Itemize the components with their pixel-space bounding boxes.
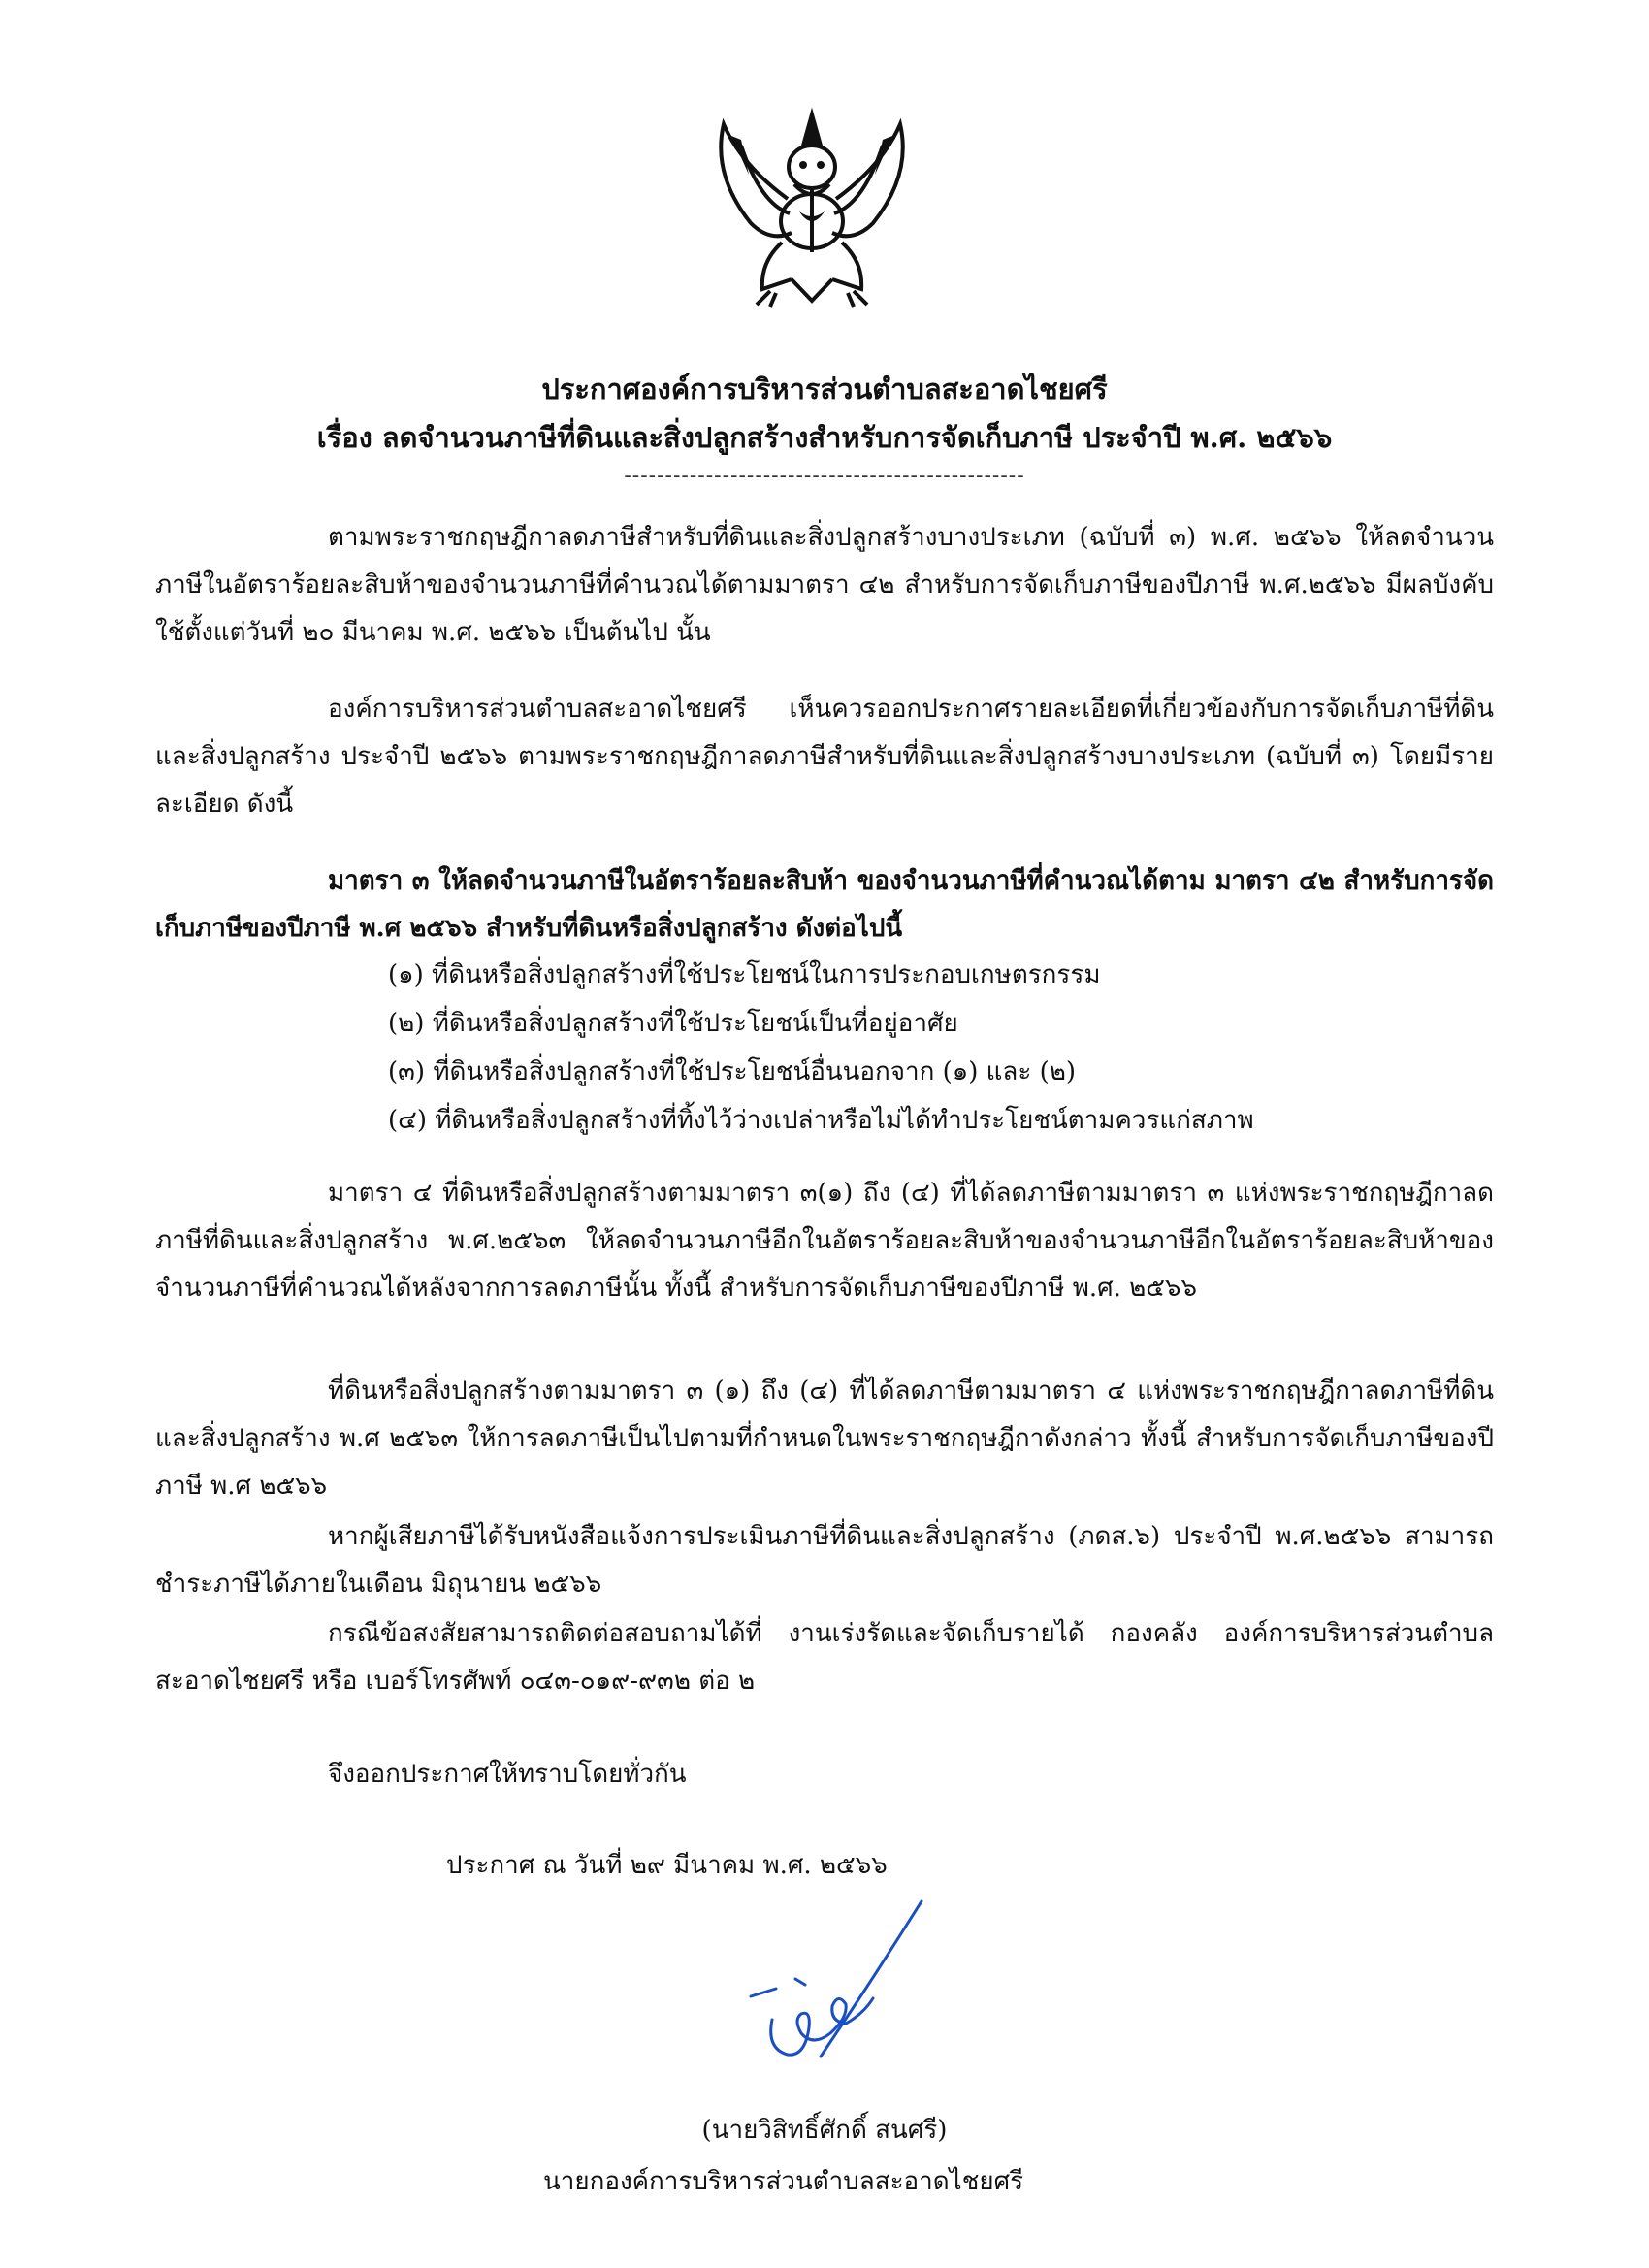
paragraph-5-text: หากผู้เสียภาษีได้รับหนังสือแจ้งการประเมินภาษีที่ดินและสิ่งปลูกสร้าง (ภดส.๖) ประจำปี พ.ศ.๒๕๖๖ สามารถชำระภาษีได้ภายในเดือน มิถุนายน ๒๕๖๖ <box>155 1522 1494 1599</box>
list-item: (๒) ที่ดินหรือสิ่งปลูกสร้างที่ใช้ประโยชน์เป็นที่อยู่อาศัย <box>388 1009 958 1038</box>
section-4-text: มาตรา ๔ ที่ดินหรือสิ่งปลูกสร้างตามมาตรา ๓(๑) ถึง (๔) ที่ได้ลดภาษีตามมาตรา ๓ แห่งพระราชกฤษฎีกาลดภาษีที่ดินและสิ่งปลูกสร้าง พ.ศ.๒๕๖๓ ให้ลดจำนวนภาษีอีกในอัตราร้อยละสิบห้าของจำนวนภาษีอีกในอัตราร้อยละสิบห้าของจำนวนภาษีที่คำนวณได้หลังจากการลดภาษีนั้น ทั้งนี้ สำหรับการจัดเก็บภาษีของปีภาษี พ.ศ. ๒๕๖๖ <box>155 1179 1494 1303</box>
paragraph-6 <box>155 1610 1494 1705</box>
paragraph-2 <box>155 686 1494 828</box>
signature-icon <box>737 1892 931 2086</box>
list-item: (๔) ที่ดินหรือสิ่งปลูกสร้างที่ทิ้งไว้ว่างเปล่าหรือไม่ได้ทำประโยชน์ตามควรแก่สภาพ <box>388 1106 1254 1135</box>
paragraph-1-text: ตามพระราชกฤษฎีกาลดภาษีสำหรับที่ดินและสิ่งปลูกสร้างบางประเภท (ฉบับที่ ๓) พ.ศ. ๒๕๖๖ ให้ลดจำนวนภาษีในอัตราร้อยละสิบห้าของจำนวนภาษีที่คำนวณได้ตามมาตรา ๔๒ สำหรับการจัดเก็บภาษีของปีภาษี พ.ศ.๒๕๖๖ มีผลบังคับใช้ตั้งแต่วันที่ ๒๐ มีนาคม พ.ศ. ๒๕๖๖ เป็นต้นไป นั้น <box>155 523 1494 647</box>
paragraph-1 <box>155 514 1494 657</box>
announcement-date: ประกาศ ณ วันที่ ๒๙ มีนาคม พ.ศ. ๒๕๖๖ <box>446 1851 888 1880</box>
announcement-subject: เรื่อง ลดจำนวนภาษีที่ดินและสิ่งปลูกสร้างสำหรับการจัดเก็บภาษี ประจำปี พ.ศ. ๒๕๖๖ <box>316 421 1333 454</box>
garuda-emblem-icon <box>702 107 922 310</box>
header-divider: ------------------------------------------------- <box>624 464 1025 488</box>
section-4 <box>155 1170 1494 1312</box>
signatory-position: นายกองค์การบริหารส่วนตำบลสะอาดไชยศรี <box>543 2167 1024 2196</box>
announcement-title: ประกาศองค์การบริหารส่วนตำบลสะอาดไชยศรี <box>541 373 1108 405</box>
paragraph-4 <box>155 1368 1494 1510</box>
paragraph-6-text: กรณีข้อสงสัยสามารถติดต่อสอบถามได้ที่ งานเร่งรัดและจัดเก็บรายได้ กองคลัง องค์การบริหารส่วนตำบลสะอาดไชยศรี หรือ เบอร์โทรศัพท์ ๐๔๓-๐๑๙-๙๓๒ ต่อ ๒ <box>155 1619 1494 1696</box>
section-3 <box>155 858 1494 953</box>
paragraph-5 <box>155 1513 1494 1608</box>
list-item: (๑) ที่ดินหรือสิ่งปลูกสร้างที่ใช้ประโยชน์ในการประกอบเกษตรกรรม <box>388 960 1101 989</box>
list-item: (๓) ที่ดินหรือสิ่งปลูกสร้างที่ใช้ประโยชน์อื่นนอกจาก (๑) และ (๒) <box>388 1057 1077 1086</box>
paragraph-2-text: องค์การบริหารส่วนตำบลสะอาดไชยศรี เห็นควรออกประกาศรายละเอียดที่เกี่ยวข้องกับการจัดเก็บภาษีที่ดินและสิ่งปลูกสร้าง ประจำปี ๒๕๖๖ ตามพระราชกฤษฎีกาลดภาษีสำหรับที่ดินและสิ่งปลูกสร้างบางประเภท (ฉบับที่ ๓) โดยมีรายละเอียด ดังนี้ <box>155 695 1494 819</box>
signatory-name: (นายวิสิทธิ์ศักดิ์ สนศรี) <box>701 2116 948 2145</box>
paragraph-4-text: ที่ดินหรือสิ่งปลูกสร้างตามมาตรา ๓ (๑) ถึง (๔) ที่ได้ลดภาษีตามมาตรา ๔ แห่งพระราชกฤษฎีกาลดภาษีที่ดินและสิ่งปลูกสร้าง พ.ศ ๒๕๖๓ ให้การลดภาษีเป็นไปตามที่กำหนดในพระราชกฤษฎีกาดังกล่าว ทั้งนี้ สำหรับการจัดเก็บภาษีของปีภาษี พ.ศ ๒๕๖๖ <box>155 1377 1494 1501</box>
closing-statement: จึงออกประกาศให้ทราบโดยทั่วกัน <box>328 1760 687 1789</box>
section-3-text: มาตรา ๓ ให้ลดจำนวนภาษีในอัตราร้อยละสิบห้า ของจำนวนภาษีที่คำนวณได้ตาม มาตรา ๔๒ สำหรับการจัดเก็บภาษีของปีภาษี พ.ศ ๒๕๖๖ สำหรับที่ดินหรือสิ่งปลูกสร้าง ดังต่อไปนี้ <box>155 866 1494 943</box>
